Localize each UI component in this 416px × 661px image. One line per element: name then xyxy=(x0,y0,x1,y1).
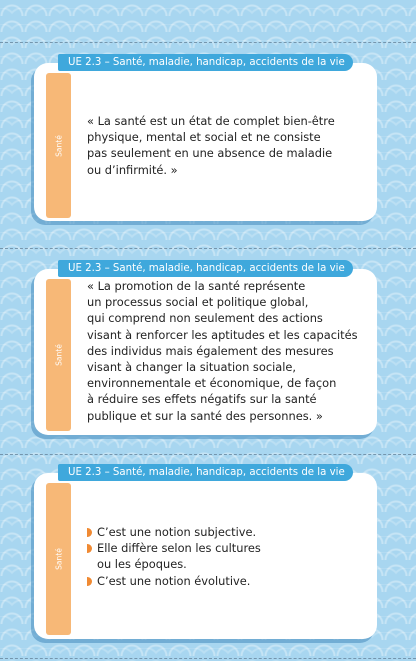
category-tab-label: Santé xyxy=(54,344,63,366)
flashcard-1 xyxy=(34,57,377,221)
card-quote xyxy=(87,278,358,424)
quote-line: pas seulement en une absence de maladie xyxy=(87,146,333,161)
list-item xyxy=(87,573,261,589)
quote-line: « La promotion de la santé représente xyxy=(87,279,306,293)
category-tab xyxy=(46,483,71,635)
quote-line: visant à renforcer les aptitudes et les capacités xyxy=(87,327,358,342)
quote-line: ou d’infirmité. » xyxy=(87,162,178,177)
cut-line-bottom xyxy=(0,658,416,659)
card-bullet-list xyxy=(87,524,261,589)
cut-line-top xyxy=(0,42,416,43)
quote-line: des individus mais également des mesures xyxy=(87,343,334,358)
orange-bullet-icon xyxy=(87,528,92,537)
flashcard-3 xyxy=(34,467,377,639)
quote-line: à réduire ses effets négatifs sur la santé xyxy=(87,392,317,407)
quote-line: visant à changer la situation sociale, xyxy=(87,360,297,375)
cut-line-middle-2 xyxy=(0,454,416,455)
card-header: UE 2.3 – Santé, maladie, handicap, accidents de la vie xyxy=(58,260,353,277)
quote-line: qui comprend non seulement des actions xyxy=(87,311,323,326)
category-tab-label: Santé xyxy=(54,548,63,570)
card-quote xyxy=(87,113,335,178)
list-item-text: ou les époques. xyxy=(97,557,187,572)
category-tab xyxy=(46,73,71,218)
quote-line: « La santé est un état de complet bien-être xyxy=(87,114,335,128)
orange-bullet-icon xyxy=(87,544,92,553)
orange-bullet-icon xyxy=(87,577,92,586)
category-tab xyxy=(46,279,71,431)
card-header: UE 2.3 – Santé, maladie, handicap, accidents de la vie xyxy=(58,464,353,481)
quote-line: publique et sur la santé des personnes. » xyxy=(87,408,323,423)
quote-line: environnementale et économique, de façon xyxy=(87,376,337,391)
cut-line-middle-1 xyxy=(0,248,416,249)
flashcard-2 xyxy=(34,263,377,435)
card-header: UE 2.3 – Santé, maladie, handicap, accidents de la vie xyxy=(58,54,353,71)
list-item-continuation xyxy=(87,556,261,572)
quote-line: un processus social et politique global, xyxy=(87,295,309,310)
list-item xyxy=(87,524,261,540)
quote-line: physique, mental et social et ne consiste xyxy=(87,130,321,145)
list-item-text: C’est une notion subjective. xyxy=(97,525,257,539)
category-tab-label: Santé xyxy=(54,134,63,157)
list-item-text: C’est une notion évolutive. xyxy=(97,573,251,588)
list-item-text: Elle diffère selon les cultures xyxy=(97,541,261,556)
list-item xyxy=(87,540,261,556)
